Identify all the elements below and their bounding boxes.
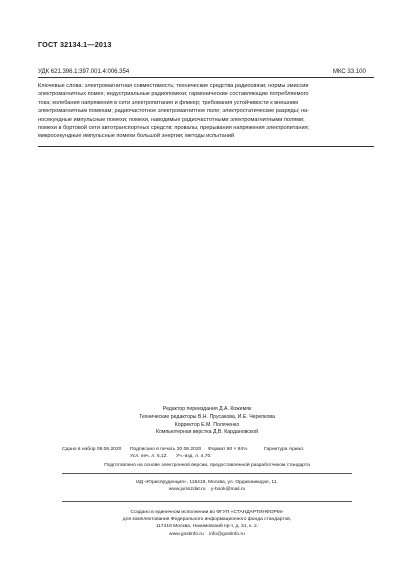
printer-line: для комплектования Федерального информационного фонда стандартов, [122, 517, 292, 523]
editor-credit: Редактор переиздания Д.А. Кожемяк [162, 406, 252, 412]
signed-date: Подписано в печать 30.06.2020 [130, 447, 202, 452]
publisher-divider [62, 501, 352, 502]
keywords-line: микросекундные импульсные помехи большой энергии; методы испытаний [38, 133, 235, 140]
typeface: Гарнитура Ариал. [264, 447, 305, 452]
printer-address: 117418 Москва, Нахимовский пр-т, д. 31, к. 2. [155, 524, 259, 530]
keywords-line: электромагнитным помехам; радиочастотное электромагнитное поле; электростатические разряды; на- [38, 108, 310, 115]
submitted-date: Сдано в набор 08.06.2020 [62, 447, 122, 452]
layout-credit: Компьютерная верстка Д.В. Кардановской [155, 429, 259, 436]
keywords-line: помехи в бортовой сети автотранспортных средств; провалы, прерывания напряжения электропитания; [38, 125, 310, 132]
standard-designation: ГОСТ 32134.1—2013 [38, 40, 112, 49]
editorial-credits [0, 406, 414, 437]
printer-block [0, 509, 414, 538]
keywords-line: тока; колебания напряжения в сети электропитания и фликер; требования устойчивости к внешним [38, 99, 298, 106]
keywords-block [38, 82, 374, 141]
top-divider [38, 77, 374, 78]
publisher-block [0, 479, 414, 493]
printer-line: Создано в единичном исполнении во ФГУП «СТАНДАРТИНФОРМ» [130, 510, 284, 515]
publication-details [62, 446, 304, 460]
publisher-contacts: www.jurisizdat.ru y-book@mail.ru [168, 487, 246, 493]
prepared-notice: Подготовлено на основе электронной версии, предоставленной разработчиком стандарта [104, 463, 310, 468]
keywords-line: Ключевые слова: электромагнитная совместимость; технические средства радиосвязи; нормы эмиссии [38, 83, 309, 89]
keywords-line: носекундные импульсные помехи; помехи, наводимые радиочастотными электромагнитными полями; [38, 116, 305, 123]
corrector-credit: Корректор Е.М. Поляченко [174, 421, 240, 428]
keywords-divider [38, 146, 374, 147]
udk-code: УДК 621.396.1:397.001.4:006.354 [38, 69, 130, 75]
mks-code: МКС 33.100 [333, 69, 366, 75]
keywords-line: электромагнитных помех; индустриальные радиопомехи; гармонические составляющие потребляемого [38, 91, 309, 98]
publisher-address: ИД «Юриспруденция», 115419, Москва, ул. Орджоникидзе, 11. [136, 480, 278, 485]
tech-editors-credit: Технические редакторы В.Н. Прусакова, И.Е. Черепкова [139, 413, 275, 420]
format: Формат 60 × 84⅛ [208, 447, 248, 452]
edu-sheets: Уч.-изд. л. 4,70. [176, 454, 212, 460]
notice-divider [62, 473, 352, 474]
printer-contacts: www.gostinfo.ru info@gostinfo.ru [169, 531, 245, 537]
print-sheets: Усл. печ. л. 5,12. [130, 454, 168, 460]
